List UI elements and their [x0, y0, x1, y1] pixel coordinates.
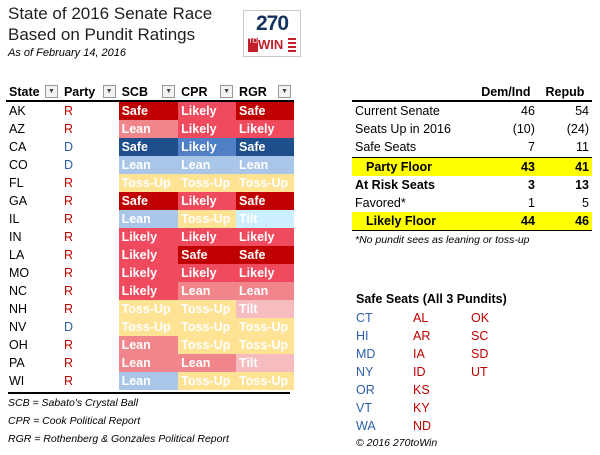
- safe-seat-state: OK: [471, 311, 490, 325]
- scb-rating-cell: Lean: [119, 336, 179, 354]
- cpr-rating-cell: Toss-Up: [178, 372, 236, 390]
- footnote-cpr: CPR = Cook Political Report: [8, 415, 141, 427]
- table-row: [6, 101, 294, 120]
- rgr-rating-cell: Safe: [236, 246, 294, 264]
- summary-rep-value: 46: [538, 212, 592, 231]
- table-row: [6, 336, 294, 354]
- state-cell: AZ: [9, 122, 25, 136]
- cpr-rating-cell: Toss-Up: [178, 300, 236, 318]
- table-row: [6, 246, 294, 264]
- summary-rep-value: (24): [566, 122, 589, 137]
- filter-dropdown-icon[interactable]: ▼: [162, 85, 175, 98]
- cpr-rating-cell: Toss-Up: [178, 318, 236, 336]
- footnote-rgr: RGR = Rothenberg & Gonzales Political Report: [8, 433, 229, 445]
- summary-header-dem: Dem/Ind: [474, 83, 538, 101]
- table-row: [6, 318, 294, 336]
- table-row: [6, 354, 294, 372]
- table-row: [6, 174, 294, 192]
- summary-note: *No pundit sees as leaning or toss-up: [355, 234, 530, 246]
- ratings-table: [6, 83, 294, 390]
- table-row: [6, 192, 294, 210]
- rgr-rating-cell: Likely: [236, 120, 294, 138]
- summary-rep-value: 41: [538, 157, 592, 176]
- party-cell: R: [63, 248, 73, 262]
- summary-table: [352, 83, 592, 231]
- state-cell: NV: [9, 320, 27, 334]
- footnote-scb: SCB = Sabato's Crystal Ball: [8, 397, 139, 409]
- ratings-header-row: [6, 83, 294, 101]
- summary-row: [352, 194, 592, 212]
- party-cell: D: [63, 158, 73, 172]
- summary-dem-value: 3: [527, 177, 535, 192]
- header-cpr: CPR ▼: [178, 83, 236, 101]
- rgr-rating-cell: Toss-Up: [236, 336, 294, 354]
- party-cell: R: [63, 266, 73, 280]
- summary-rep-value: 5: [582, 196, 589, 211]
- 270towin-logo[interactable]: [243, 10, 301, 57]
- rgr-rating-cell: Toss-Up: [236, 174, 294, 192]
- scb-rating-cell: Likely: [119, 264, 179, 282]
- party-cell: R: [63, 338, 73, 352]
- filter-dropdown-icon[interactable]: ▼: [220, 85, 233, 98]
- party-cell: R: [63, 104, 73, 118]
- safe-seat-state: WA: [356, 419, 376, 433]
- scb-rating-cell: Safe: [119, 101, 179, 120]
- safe-seat-state: AL: [413, 311, 429, 325]
- state-cell: CO: [9, 158, 28, 172]
- rgr-rating-cell: Toss-Up: [236, 318, 294, 336]
- party-cell: R: [63, 374, 73, 388]
- cpr-rating-cell: Safe: [178, 246, 236, 264]
- scb-rating-cell: Likely: [119, 246, 179, 264]
- state-cell: NH: [9, 302, 28, 316]
- title-line-2: Based on Pundit Ratings: [8, 25, 196, 44]
- scb-rating-cell: Lean: [119, 120, 179, 138]
- state-cell: OH: [9, 338, 28, 352]
- summary-label: Safe Seats: [352, 138, 474, 157]
- filter-dropdown-icon[interactable]: ▼: [103, 85, 116, 98]
- party-cell: R: [63, 176, 73, 190]
- footnotes: [8, 392, 290, 448]
- summary-rep-value: 11: [538, 138, 592, 157]
- header-party: Party ▼: [61, 83, 119, 101]
- safe-seat-state: HI: [356, 329, 369, 343]
- summary-row: [352, 120, 592, 138]
- table-row: [6, 210, 294, 228]
- state-cell: PA: [9, 356, 25, 370]
- table-row: [6, 264, 294, 282]
- summary-row: [352, 138, 592, 157]
- logo-win: WIN: [258, 37, 284, 52]
- rgr-rating-cell: Tilt: [236, 300, 294, 318]
- safe-seat-state: SC: [471, 329, 489, 343]
- filter-dropdown-icon[interactable]: ▼: [278, 85, 291, 98]
- header-scb: SCB ▼: [119, 83, 179, 101]
- filter-dropdown-icon[interactable]: ▼: [45, 85, 58, 98]
- safe-seat-state: KS: [413, 383, 430, 397]
- cpr-rating-cell: Toss-Up: [178, 210, 236, 228]
- state-cell: CA: [9, 140, 27, 154]
- cpr-rating-cell: Likely: [178, 192, 236, 210]
- rgr-rating-cell: Tilt: [236, 354, 294, 372]
- rgr-rating-cell: Safe: [236, 101, 294, 120]
- party-cell: D: [63, 140, 73, 154]
- rgr-rating-cell: Safe: [236, 192, 294, 210]
- table-row: [6, 120, 294, 138]
- table-row: [6, 372, 294, 390]
- party-cell: R: [63, 230, 73, 244]
- rgr-rating-cell: Lean: [236, 156, 294, 174]
- summary-label: Party Floor: [352, 157, 474, 176]
- state-cell: IN: [9, 230, 22, 244]
- header-rgr: RGR ▼: [236, 83, 294, 101]
- safe-seats-title: Safe Seats (All 3 Pundits): [356, 292, 507, 306]
- party-cell: D: [63, 320, 73, 334]
- cpr-rating-cell: Likely: [178, 264, 236, 282]
- safe-seats-dem-list: [356, 309, 396, 435]
- scb-rating-cell: Toss-Up: [119, 318, 179, 336]
- rgr-rating-cell: Safe: [236, 138, 294, 156]
- safe-seat-state: NY: [356, 365, 374, 379]
- summary-dem-value: 44: [474, 212, 538, 231]
- cpr-rating-cell: Toss-Up: [178, 174, 236, 192]
- scb-rating-cell: Toss-Up: [119, 300, 179, 318]
- scb-rating-cell: Lean: [119, 354, 179, 372]
- safe-seat-state: VT: [356, 401, 372, 415]
- summary-label: Current Senate: [355, 104, 440, 119]
- summary-row: [352, 157, 592, 176]
- summary-dem-value: 43: [474, 157, 538, 176]
- safe-seat-state: CT: [356, 311, 373, 325]
- scb-rating-cell: Safe: [119, 138, 179, 156]
- summary-label: Likely Floor: [352, 212, 474, 231]
- summary-header-rep: Repub: [538, 83, 592, 101]
- summary-label: Favored*: [355, 196, 406, 211]
- cpr-rating-cell: Lean: [178, 282, 236, 300]
- table-row: [6, 228, 294, 246]
- safe-seat-state: IA: [413, 347, 425, 361]
- safe-seat-state: OR: [356, 383, 375, 397]
- page-title: [8, 3, 212, 45]
- state-cell: WI: [9, 374, 25, 388]
- summary-dem-value: 1: [527, 196, 535, 211]
- flag-stripe-icon: [288, 38, 296, 52]
- table-row: [6, 138, 294, 156]
- summary-rep-value: 13: [575, 177, 589, 192]
- cpr-rating-cell: Likely: [178, 228, 236, 246]
- party-cell: R: [63, 284, 73, 298]
- scb-rating-cell: Toss-Up: [119, 174, 179, 192]
- scb-rating-cell: Lean: [119, 210, 179, 228]
- summary-row: [352, 101, 592, 120]
- safe-seat-state: UT: [471, 365, 488, 379]
- copyright: © 2016 270toWin: [356, 437, 438, 449]
- state-cell: AK: [9, 104, 26, 118]
- state-cell: LA: [9, 248, 25, 262]
- as-of-date: As of February 14, 2016: [8, 47, 127, 59]
- party-cell: R: [63, 212, 73, 226]
- summary-dem-value: 7: [474, 138, 538, 157]
- summary-rep-value: 54: [575, 104, 589, 119]
- cpr-rating-cell: Lean: [178, 354, 236, 372]
- rgr-rating-cell: Likely: [236, 228, 294, 246]
- safe-seat-state: ID: [413, 365, 426, 379]
- state-cell: FL: [9, 176, 24, 190]
- scb-rating-cell: Lean: [119, 372, 179, 390]
- table-row: [6, 300, 294, 318]
- rgr-rating-cell: Toss-Up: [236, 372, 294, 390]
- state-cell: IL: [9, 212, 20, 226]
- party-cell: R: [63, 356, 73, 370]
- rgr-rating-cell: Lean: [236, 282, 294, 300]
- summary-dem-value: 46: [521, 104, 535, 119]
- cpr-rating-cell: Likely: [178, 120, 236, 138]
- state-cell: NC: [9, 284, 28, 298]
- state-cell: MO: [9, 266, 30, 280]
- summary-dem-value: (10): [512, 122, 535, 137]
- cpr-rating-cell: Likely: [178, 138, 236, 156]
- rgr-rating-cell: Likely: [236, 264, 294, 282]
- summary-header-row: [352, 83, 592, 101]
- safe-seats-rep-list-2: [471, 309, 511, 381]
- summary-label: At Risk Seats: [355, 177, 435, 192]
- summary-header-blank: [352, 83, 474, 101]
- summary-label: Seats Up in 2016: [355, 122, 451, 137]
- title-line-1: State of 2016 Senate Race: [8, 4, 213, 23]
- summary-row: [352, 176, 592, 194]
- summary-row: [352, 212, 592, 231]
- logo-to: TO: [248, 38, 258, 52]
- logo-number: 270: [255, 12, 289, 35]
- state-cell: GA: [9, 194, 28, 208]
- cpr-rating-cell: Toss-Up: [178, 336, 236, 354]
- safe-seat-state: KY: [413, 401, 430, 415]
- safe-seat-state: ND: [413, 419, 432, 433]
- safe-seats-rep-list-1: [413, 309, 453, 435]
- scb-rating-cell: Safe: [119, 192, 179, 210]
- safe-seat-state: MD: [356, 347, 376, 361]
- scb-rating-cell: Likely: [119, 228, 179, 246]
- scb-rating-cell: Likely: [119, 282, 179, 300]
- party-cell: R: [63, 122, 73, 136]
- party-cell: R: [63, 302, 73, 316]
- cpr-rating-cell: Lean: [178, 156, 236, 174]
- scb-rating-cell: Lean: [119, 156, 179, 174]
- safe-seat-state: AR: [413, 329, 431, 343]
- party-cell: R: [63, 194, 73, 208]
- header-state: State ▼: [6, 83, 61, 101]
- table-row: [6, 282, 294, 300]
- rgr-rating-cell: Tilt: [236, 210, 294, 228]
- cpr-rating-cell: Likely: [178, 101, 236, 120]
- table-row: [6, 156, 294, 174]
- safe-seat-state: SD: [471, 347, 489, 361]
